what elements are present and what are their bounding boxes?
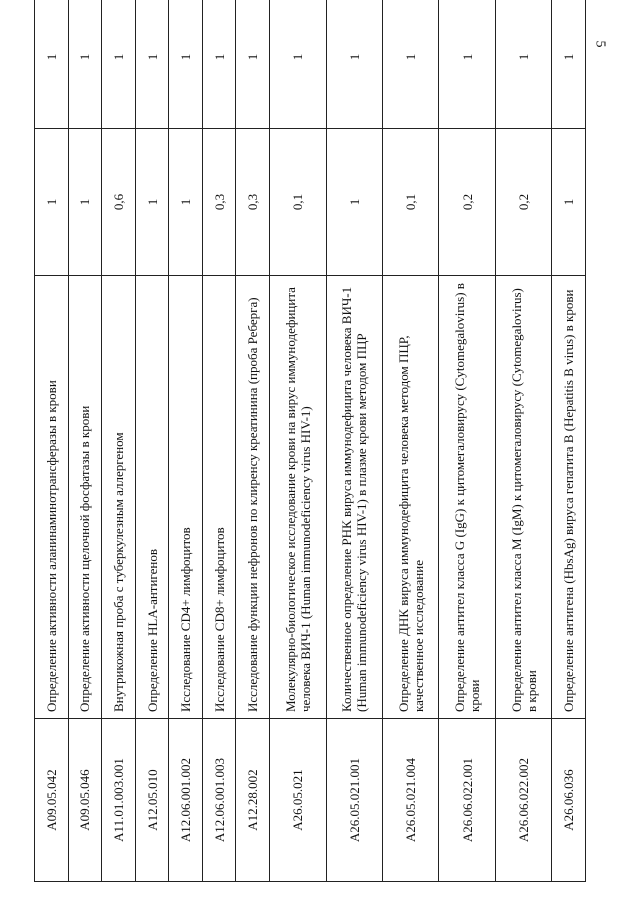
frequency-rate: 0,2 bbox=[495, 129, 551, 276]
table-row bbox=[102, 0, 136, 882]
service-name: Определение активности щелочной фосфатазы в крови bbox=[68, 276, 102, 719]
service-code: A26.05.021 bbox=[270, 719, 326, 882]
multiplicity: 1 bbox=[169, 0, 203, 129]
service-code: A26.06.022.001 bbox=[439, 719, 495, 882]
service-code: A09.05.046 bbox=[68, 719, 102, 882]
frequency-rate: 1 bbox=[552, 129, 586, 276]
service-name: Определение антигена (HbsAg) вируса гепатита B (Hepatitis B virus) в крови bbox=[552, 276, 586, 719]
multiplicity: 1 bbox=[35, 0, 69, 129]
services-table-body bbox=[35, 0, 586, 882]
services-table bbox=[34, 0, 586, 882]
multiplicity: 1 bbox=[236, 0, 270, 129]
multiplicity: 1 bbox=[326, 0, 382, 129]
multiplicity: 1 bbox=[135, 0, 169, 129]
table-row bbox=[382, 0, 438, 882]
multiplicity: 1 bbox=[552, 0, 586, 129]
service-code: A26.06.022.002 bbox=[495, 719, 551, 882]
service-name: Исследование функции нефронов по клиренсу креатинина (проба Реберга) bbox=[236, 276, 270, 719]
multiplicity: 1 bbox=[382, 0, 438, 129]
frequency-rate: 1 bbox=[135, 129, 169, 276]
frequency-rate: 0,3 bbox=[202, 129, 236, 276]
service-code: A12.28.002 bbox=[236, 719, 270, 882]
service-name: Определение активности аланинаминотрансферазы в крови bbox=[35, 276, 69, 719]
service-name: Исследование CD4+ лимфоцитов bbox=[169, 276, 203, 719]
service-code: A26.05.021.001 bbox=[326, 719, 382, 882]
page-number: 5 bbox=[592, 40, 608, 48]
frequency-rate: 1 bbox=[68, 129, 102, 276]
table-row bbox=[202, 0, 236, 882]
table-row bbox=[68, 0, 102, 882]
service-code: A11.01.003.001 bbox=[102, 719, 136, 882]
frequency-rate: 0,1 bbox=[270, 129, 326, 276]
rotated-table-wrapper bbox=[34, 38, 586, 882]
frequency-rate: 0,3 bbox=[236, 129, 270, 276]
service-name: Определение ДНК вируса иммунодефицита человека методом ПЦР, качественное исследование bbox=[382, 276, 438, 719]
table-row bbox=[495, 0, 551, 882]
service-name: Определение HLA-антигенов bbox=[135, 276, 169, 719]
multiplicity: 1 bbox=[495, 0, 551, 129]
multiplicity: 1 bbox=[202, 0, 236, 129]
service-name: Определение антител класса G (IgG) к цитомегаловирусу (Cytomegalovirus) в крови bbox=[439, 276, 495, 719]
multiplicity: 1 bbox=[102, 0, 136, 129]
table-row bbox=[326, 0, 382, 882]
service-code: A12.05.010 bbox=[135, 719, 169, 882]
service-name: Внутрикожная проба с туберкулезным аллергеном bbox=[102, 276, 136, 719]
frequency-rate: 0,2 bbox=[439, 129, 495, 276]
service-code: A26.05.021.004 bbox=[382, 719, 438, 882]
service-name: Количественное определение РНК вируса иммунодефицита человека ВИЧ-1 (Human immunodeficiency virus HIV-1) в плазме крови методом ПЦР bbox=[326, 276, 382, 719]
service-name: Молекулярно-биологическое исследование крови на вирус иммунодефицита человека ВИЧ-1 (Human immunodeficiency virus HIV-1) bbox=[270, 276, 326, 719]
table-row bbox=[169, 0, 203, 882]
multiplicity: 1 bbox=[439, 0, 495, 129]
frequency-rate: 0,6 bbox=[102, 129, 136, 276]
service-code: A12.06.001.003 bbox=[202, 719, 236, 882]
service-code: A09.05.042 bbox=[35, 719, 69, 882]
frequency-rate: 1 bbox=[326, 129, 382, 276]
service-name: Исследование CD8+ лимфоцитов bbox=[202, 276, 236, 719]
table-row bbox=[270, 0, 326, 882]
table-row bbox=[35, 0, 69, 882]
service-name: Определение антител класса M (IgM) к цитомегаловирусу (Cytomegalovirus) в крови bbox=[495, 276, 551, 719]
table-row bbox=[439, 0, 495, 882]
table-row bbox=[552, 0, 586, 882]
multiplicity: 1 bbox=[270, 0, 326, 129]
service-code: A26.06.036 bbox=[552, 719, 586, 882]
frequency-rate: 0,1 bbox=[382, 129, 438, 276]
table-row bbox=[236, 0, 270, 882]
multiplicity: 1 bbox=[68, 0, 102, 129]
frequency-rate: 1 bbox=[169, 129, 203, 276]
frequency-rate: 1 bbox=[35, 129, 69, 276]
service-code: A12.06.001.002 bbox=[169, 719, 203, 882]
table-row bbox=[135, 0, 169, 882]
